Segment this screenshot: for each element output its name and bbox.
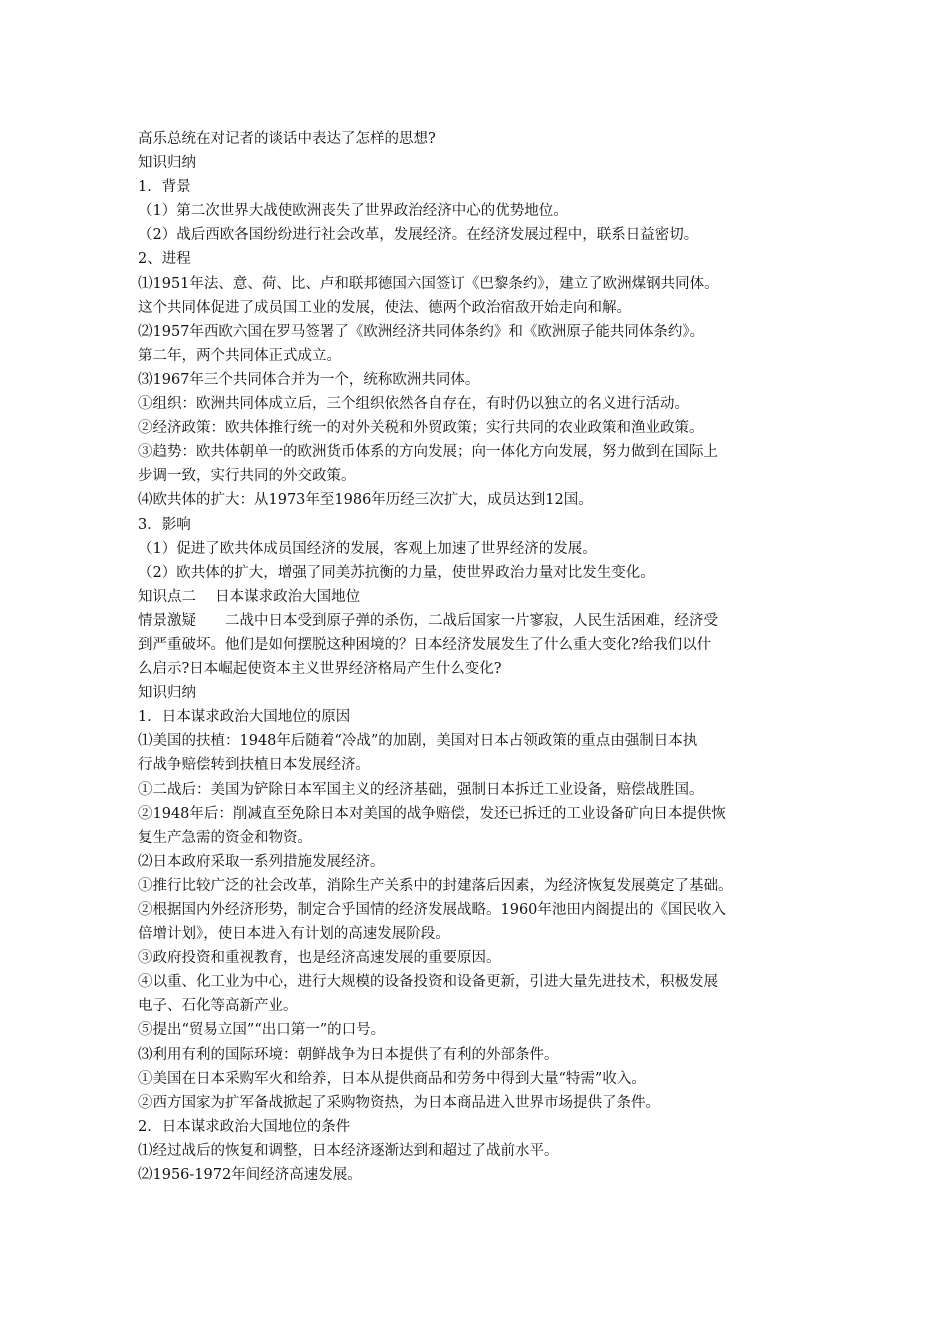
text-line: ⑴经过战后的恢复和调整，日本经济逐渐达到和超过了战前水平。 <box>138 1142 559 1159</box>
text-line: 倍增计划》，使日本进入有计划的高速发展阶段。 <box>138 926 450 943</box>
text-line: ①美国在日本采购军火和给养，日本从提供商品和劳务中得到大量“特需”收入。 <box>138 1070 646 1087</box>
text-line: 2．日本谋求政治大国地位的条件 <box>138 1118 351 1135</box>
text-line: ①推行比较广泛的社会改革，消除生产关系中的封建落后因素，为经济恢复发展奠定了基础。 <box>138 877 733 894</box>
text-line: ②1948年后：削减直至免除日本对美国的战争赔偿，发还已拆迁的工业设备矿向日本提供恢 <box>138 805 726 822</box>
text-line: ⑶利用有利的国际环境：朝鲜战争为日本提供了有利的外部条件。 <box>138 1046 559 1063</box>
text-line: 2、进程 <box>138 251 191 268</box>
text-line: 3．影响 <box>138 516 191 533</box>
text-line: 1．日本谋求政治大国地位的原因 <box>138 709 351 726</box>
text-line: 1．背景 <box>138 179 191 196</box>
text-line: 知识归纳 <box>138 685 196 702</box>
text-line: ⑷欧共体的扩大：从1973年至1986年历经三次扩大，成员达到12国。 <box>138 492 593 509</box>
text-line: ③政府投资和重视教育，也是经济高速发展的重要原因。 <box>138 950 501 967</box>
text-line: ⑤提出“贸易立国”“出口第一”的口号。 <box>138 1022 386 1039</box>
text-line: ③趋势：欧共体朝单一的欧洲货币体系的方向发展；向一体化方向发展，努力做到在国际上 <box>138 444 718 461</box>
text-line: 知识点二 日本谋求政治大国地位 <box>138 588 361 605</box>
text-line: 情景激疑 二战中日本受到原子弹的杀伤，二战后国家一片寥寂，人民生活困难，经济受 <box>138 612 718 629</box>
text-line: 电子、石化等高新产业。 <box>138 998 298 1015</box>
text-line: ⑴1951年法、意、荷、比、卢和联邦德国六国签订《巴黎条约》，建立了欧洲煤钢共同体。 <box>138 275 719 292</box>
text-line: 第二年，两个共同体正式成立。 <box>138 347 341 364</box>
text-line: 高乐总统在对记者的谈话中表达了怎样的思想? <box>138 131 436 147</box>
text-line: ⑵日本政府采取一系列措施发展经济。 <box>138 853 385 870</box>
text-line: ②经济政策：欧共体推行统一的对外关税和外贸政策；实行共同的农业政策和渔业政策。 <box>138 420 704 437</box>
text-line: ⑶1967年三个共同体合并为一个，统称欧洲共同体。 <box>138 371 480 388</box>
text-line: 步调一致，实行共同的外交政策。 <box>138 468 356 485</box>
text-line: ⑵1956-1972年间经济高速发展。 <box>138 1167 362 1184</box>
text-line: ②根据国内外经济形势，制定合乎国情的经济发展战略。1960年池田内阁提出的《国民收入 <box>138 902 726 918</box>
text-line: ①组织：欧洲共同体成立后，三个组织依然各自存在，有时仍以独立的名义进行活动。 <box>138 396 689 413</box>
text-line: （2）战后西欧各国纷纷进行社会改革，发展经济。在经济发展过程中，联系日益密切。 <box>138 227 699 244</box>
text-line: 知识归纳 <box>138 155 196 172</box>
text-line: ⑴美国的扶植：1948年后随着“冷战”的加剧，美国对日本占领政策的重点由强制日本执 <box>138 733 698 750</box>
text-line: ⑵1957年西欧六国在罗马签署了《欧洲经济共同体条约》和《欧洲原子能共同体条约》。 <box>138 323 705 340</box>
text-line: ①二战后：美国为铲除日本军国主义的经济基础，强制日本拆迁工业设备，赔偿战胜国。 <box>138 781 704 798</box>
text-line: 么启示?日本崛起使资本主义世界经济格局产生什么变化? <box>138 661 502 678</box>
text-line: ④以重、化工业为中心，进行大规模的设备投资和设备更新，引进大量先进技术，积极发展 <box>138 974 718 991</box>
text-line: （2）欧共体的扩大，增强了同美苏抗衡的力量，使世界政治力量对比发生变化。 <box>138 564 655 581</box>
text-line: 行战争赔偿转到扶植日本发展经济。 <box>138 757 370 774</box>
document-body <box>138 127 828 1187</box>
text-line: （1）促进了欧共体成员国经济的发展，客观上加速了世界经济的发展。 <box>138 540 597 557</box>
text-line: 到严重破坏。他们是如何摆脱这种困境的？日本经济发展发生了什么重大变化?给我们以什 <box>138 636 712 653</box>
text-line: 复生产急需的资金和物资。 <box>138 829 312 846</box>
text-line: 这个共同体促进了成员国工业的发展，使法、德两个政治宿敌开始走向和解。 <box>138 299 631 316</box>
text-line: ②西方国家为扩军备战掀起了采购物资热，为日本商品进入世界市场提供了条件。 <box>138 1094 660 1111</box>
text-line: （1）第二次世界大战使欧洲丧失了世界政治经济中心的优势地位。 <box>138 203 568 220</box>
